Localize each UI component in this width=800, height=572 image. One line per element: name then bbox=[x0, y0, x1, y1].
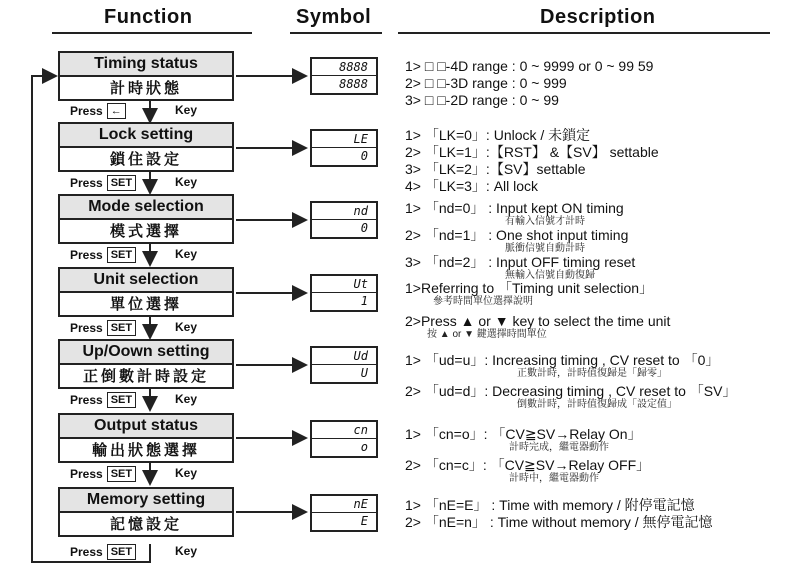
symbol-upper: Ud bbox=[312, 348, 376, 365]
set-key-icon: SET bbox=[107, 466, 136, 482]
symbol-display-unit-selection bbox=[310, 274, 378, 312]
description-timing-status bbox=[405, 58, 653, 109]
function-name-zh: 鎖住設定 bbox=[109, 151, 182, 168]
desc-line: 1> □ □-4D range : 0 ~ 9999 or 0 ~ 99 59 bbox=[405, 58, 654, 74]
desc-line: 2> □ □-3D range : 0 ~ 999 bbox=[405, 75, 567, 91]
press-label: Press bbox=[70, 248, 103, 262]
symbol-upper: Ut bbox=[312, 276, 376, 293]
function-box-up-down-setting bbox=[58, 339, 234, 389]
desc-line: 1> 「cn=o」: 「CV≧SV→Relay On」 bbox=[405, 426, 642, 442]
desc-sub-line: 計時完成，繼電器動作 bbox=[509, 442, 609, 453]
key-label: Key bbox=[175, 466, 198, 480]
function-name-zh: 模式選擇 bbox=[109, 223, 182, 240]
function-box-timing-status bbox=[58, 51, 234, 101]
press-instruction bbox=[70, 175, 136, 191]
function-name-en: Unit selection bbox=[60, 269, 232, 293]
key-label: Key bbox=[175, 392, 198, 406]
key-label: Key bbox=[175, 103, 198, 117]
desc-line: 3> □ □-2D range : 0 ~ 99 bbox=[405, 92, 559, 108]
description-unit-selection bbox=[405, 280, 670, 340]
set-key-icon: SET bbox=[107, 544, 136, 560]
desc-line: 2> 「nd=1」 : One shot input timing bbox=[405, 227, 629, 243]
desc-sub-line: 脈衝信號自動計時 bbox=[505, 243, 585, 254]
desc-sub-line: 無輸入信號自動復歸 bbox=[505, 270, 595, 281]
symbol-display-timing-status bbox=[310, 57, 378, 95]
right-arrows bbox=[236, 76, 306, 512]
press-instruction bbox=[70, 103, 126, 119]
key-label: Key bbox=[175, 320, 198, 334]
symbol-display-mode-selection bbox=[310, 201, 378, 239]
function-name-en: Lock setting bbox=[60, 124, 232, 148]
symbol-lower: U bbox=[360, 366, 368, 380]
symbol-lower: 8888 bbox=[339, 77, 368, 91]
function-name-zh: 正倒數計時設定 bbox=[82, 368, 209, 385]
desc-line: 2> 「nE=n」 : Time without memory / 無停電記憶 bbox=[405, 514, 713, 530]
desc-line: 3> 「LK=2」:【SV】settable bbox=[405, 161, 586, 177]
symbol-lower: 1 bbox=[360, 294, 368, 308]
function-box-output-status bbox=[58, 413, 234, 463]
description-up-down-setting bbox=[405, 352, 736, 410]
symbol-upper: 8888 bbox=[312, 59, 376, 76]
desc-line: 3> 「nd=2」 : Input OFF timing reset bbox=[405, 254, 636, 270]
set-key-icon: SET bbox=[107, 392, 136, 408]
key-label: Key bbox=[175, 175, 198, 189]
press-label: Press bbox=[70, 393, 103, 407]
desc-line: 2> 「LK=1」:【RST】 &【SV】 settable bbox=[405, 144, 659, 160]
desc-line: 1>Referring to 「Timing unit selection」 bbox=[405, 280, 654, 296]
desc-sub-line: 倒數計時，計時值復歸成「設定值」 bbox=[517, 399, 677, 410]
desc-line: 1> 「LK=0」: Unlock / 未鎖定 bbox=[405, 127, 591, 143]
function-name-zh: 輸出狀態選擇 bbox=[91, 442, 200, 459]
description-output-status bbox=[405, 426, 650, 484]
press-instruction bbox=[70, 466, 136, 482]
desc-line: 2>Press ▲ or ▼ key to select the time unit bbox=[405, 313, 671, 329]
function-box-lock-setting bbox=[58, 122, 234, 172]
symbol-upper: nE bbox=[312, 496, 376, 513]
symbol-display-up-down-setting bbox=[310, 346, 378, 384]
symbol-lower: o bbox=[360, 440, 368, 454]
desc-line: 2> 「ud=d」: Decreasing timing , CV reset to 「SV」 bbox=[405, 383, 737, 399]
desc-sub-line: 按 ▲ or ▼ 鍵選擇時間單位 bbox=[427, 329, 547, 340]
function-name-zh: 記憶設定 bbox=[109, 516, 182, 533]
symbol-lower: 0 bbox=[360, 221, 368, 235]
symbol-upper: cn bbox=[312, 422, 376, 439]
set-key-icon: SET bbox=[107, 175, 136, 191]
function-name-en: Up/Oown setting bbox=[60, 341, 232, 365]
symbol-display-lock-setting bbox=[310, 129, 378, 167]
header-description: Description bbox=[540, 6, 656, 28]
header-symbol: Symbol bbox=[296, 6, 372, 28]
key-label: Key bbox=[175, 247, 198, 261]
desc-line: 2> 「cn=c」: 「CV≧SV→Relay OFF」 bbox=[405, 457, 651, 473]
header-function: Function bbox=[104, 6, 193, 28]
press-instruction bbox=[70, 247, 136, 263]
symbol-lower: 0 bbox=[360, 149, 368, 163]
set-key-icon: SET bbox=[107, 247, 136, 263]
back-arrow-key-icon: ← bbox=[107, 103, 126, 119]
symbol-lower: E bbox=[360, 514, 368, 528]
press-label: Press bbox=[70, 545, 103, 559]
symbol-upper: LE bbox=[312, 131, 376, 148]
set-key-icon: SET bbox=[107, 320, 136, 336]
symbol-display-memory-setting bbox=[310, 494, 378, 532]
symbol-upper: nd bbox=[312, 203, 376, 220]
function-name-en: Output status bbox=[60, 415, 232, 439]
press-label: Press bbox=[70, 321, 103, 335]
desc-sub-line: 有輸入信號才計時 bbox=[505, 216, 585, 227]
desc-sub-line: 正數計時，計時值復歸是「歸零」 bbox=[517, 368, 667, 379]
description-lock-setting bbox=[405, 127, 659, 195]
function-name-zh: 計時狀態 bbox=[109, 80, 182, 97]
function-box-memory-setting bbox=[58, 487, 234, 537]
description-memory-setting bbox=[405, 497, 713, 531]
press-instruction bbox=[70, 392, 136, 408]
press-instruction bbox=[70, 320, 136, 336]
press-label: Press bbox=[70, 467, 103, 481]
symbol-display-output-status bbox=[310, 420, 378, 458]
function-name-en: Memory setting bbox=[60, 489, 232, 513]
desc-line: 1> 「nE=E」 : Time with memory / 附停電記憶 bbox=[405, 497, 695, 513]
desc-sub-line: 參考時間單位選擇說明 bbox=[433, 296, 533, 307]
function-box-unit-selection bbox=[58, 267, 234, 317]
press-instruction bbox=[70, 544, 136, 560]
function-name-en: Timing status bbox=[60, 53, 232, 77]
press-label: Press bbox=[70, 104, 103, 118]
press-label: Press bbox=[70, 176, 103, 190]
function-name-zh: 單位選擇 bbox=[109, 296, 182, 313]
desc-line: 1> 「nd=0」 : Input kept ON timing bbox=[405, 200, 624, 216]
desc-sub-line: 計時中，繼電器動作 bbox=[509, 473, 599, 484]
function-name-en: Mode selection bbox=[60, 196, 232, 220]
desc-line: 1> 「ud=u」: Increasing timing , CV reset to 「0」 bbox=[405, 352, 720, 368]
function-box-mode-selection bbox=[58, 194, 234, 244]
key-label: Key bbox=[175, 544, 198, 558]
description-mode-selection bbox=[405, 200, 635, 281]
desc-line: 4> 「LK=3」: All lock bbox=[405, 178, 539, 194]
